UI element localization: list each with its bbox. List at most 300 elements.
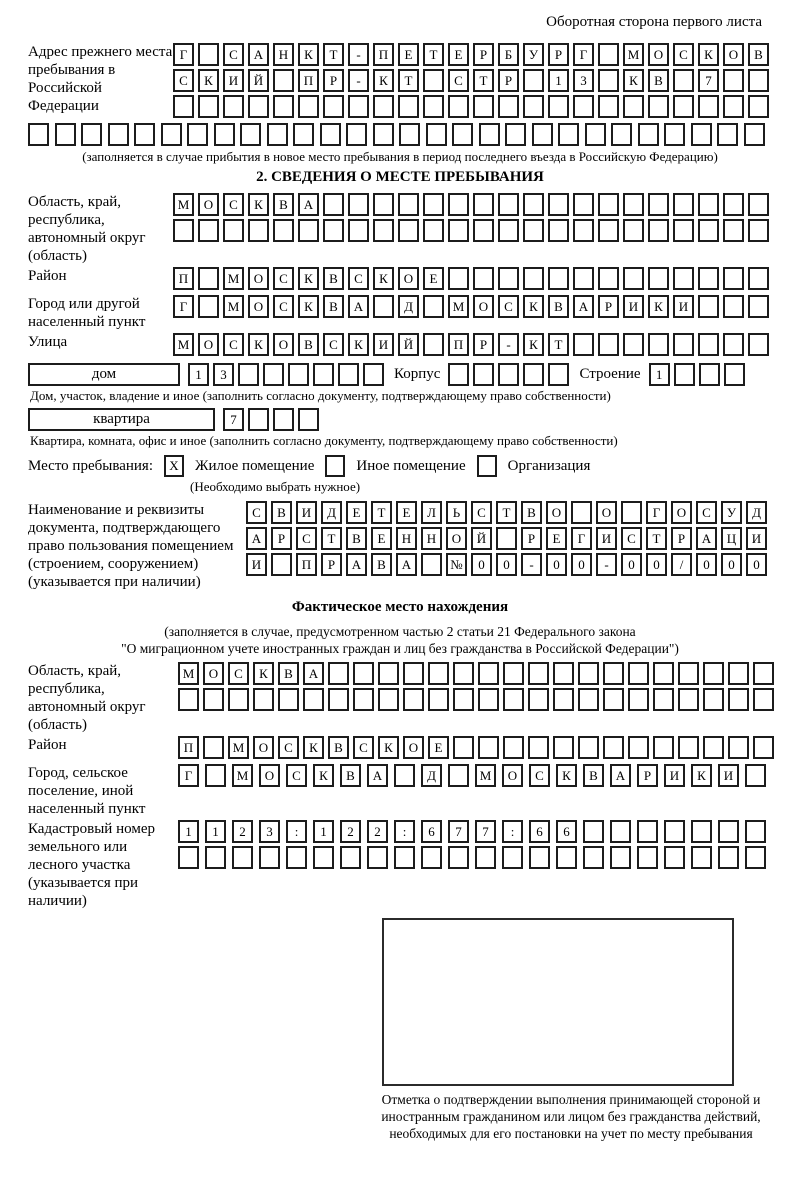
form-cell[interactable] — [248, 219, 269, 242]
form-cell[interactable] — [203, 736, 224, 759]
form-cell[interactable]: И — [373, 333, 394, 356]
form-cell[interactable] — [598, 219, 619, 242]
form-cell[interactable] — [610, 820, 631, 843]
form-cell[interactable]: С — [353, 736, 374, 759]
form-cell[interactable] — [621, 501, 642, 524]
form-cell[interactable] — [548, 363, 569, 386]
form-cell[interactable] — [423, 69, 444, 92]
form-cell[interactable]: П — [296, 553, 317, 576]
form-cell[interactable] — [598, 267, 619, 290]
form-cell[interactable] — [678, 662, 699, 685]
form-cell[interactable]: Е — [428, 736, 449, 759]
form-cell[interactable] — [478, 736, 499, 759]
form-cell[interactable]: 1 — [205, 820, 226, 843]
form-cell[interactable] — [373, 219, 394, 242]
form-cell[interactable] — [573, 219, 594, 242]
form-cell[interactable]: С — [323, 333, 344, 356]
form-cell[interactable]: 6 — [556, 820, 577, 843]
form-cell[interactable] — [571, 501, 592, 524]
form-cell[interactable]: Р — [473, 333, 494, 356]
form-cell[interactable] — [628, 662, 649, 685]
form-cell[interactable]: Е — [371, 527, 392, 550]
form-cell[interactable] — [286, 846, 307, 869]
form-cell[interactable]: О — [248, 295, 269, 318]
form-cell[interactable]: И — [596, 527, 617, 550]
form-cell[interactable]: 0 — [621, 553, 642, 576]
form-cell[interactable]: К — [623, 69, 644, 92]
form-cell[interactable] — [648, 333, 669, 356]
form-cell[interactable]: К — [253, 662, 274, 685]
form-cell[interactable] — [403, 662, 424, 685]
form-cell[interactable]: 2 — [232, 820, 253, 843]
form-cell[interactable] — [673, 95, 694, 118]
form-cell[interactable]: 0 — [496, 553, 517, 576]
form-cell[interactable]: О — [198, 333, 219, 356]
form-cell[interactable] — [478, 688, 499, 711]
form-cell[interactable]: Р — [271, 527, 292, 550]
form-cell[interactable] — [448, 764, 469, 787]
form-cell[interactable] — [698, 193, 719, 216]
form-cell[interactable] — [583, 820, 604, 843]
form-cell[interactable]: К — [298, 267, 319, 290]
form-cell[interactable] — [598, 333, 619, 356]
form-cell[interactable]: Г — [178, 764, 199, 787]
form-cell[interactable]: 0 — [571, 553, 592, 576]
form-cell[interactable] — [673, 267, 694, 290]
form-cell[interactable] — [548, 219, 569, 242]
checkbox-other-premises[interactable] — [325, 455, 345, 477]
form-cell[interactable]: 1 — [178, 820, 199, 843]
form-cell[interactable]: А — [298, 193, 319, 216]
form-cell[interactable]: М — [173, 333, 194, 356]
form-cell[interactable] — [573, 267, 594, 290]
form-cell[interactable]: Н — [273, 43, 294, 66]
form-cell[interactable] — [403, 688, 424, 711]
form-cell[interactable]: К — [691, 764, 712, 787]
form-cell[interactable] — [353, 688, 374, 711]
form-cell[interactable]: К — [248, 193, 269, 216]
form-cell[interactable]: Г — [571, 527, 592, 550]
form-cell[interactable] — [673, 193, 694, 216]
form-cell[interactable] — [293, 123, 314, 146]
form-cell[interactable]: С — [673, 43, 694, 66]
form-cell[interactable] — [198, 267, 219, 290]
form-cell[interactable]: С — [228, 662, 249, 685]
form-cell[interactable] — [498, 267, 519, 290]
form-cell[interactable]: В — [323, 295, 344, 318]
form-cell[interactable]: А — [246, 527, 267, 550]
form-cell[interactable] — [585, 123, 606, 146]
form-cell[interactable]: П — [373, 43, 394, 66]
form-cell[interactable]: С — [296, 527, 317, 550]
form-cell[interactable] — [238, 363, 259, 386]
form-cell[interactable]: Р — [548, 43, 569, 66]
form-cell[interactable] — [187, 123, 208, 146]
form-cell[interactable]: О — [546, 501, 567, 524]
form-cell[interactable]: Г — [573, 43, 594, 66]
form-cell[interactable] — [583, 846, 604, 869]
form-cell[interactable] — [573, 193, 594, 216]
form-cell[interactable]: О — [203, 662, 224, 685]
form-cell[interactable] — [648, 219, 669, 242]
form-cell[interactable] — [503, 736, 524, 759]
form-cell[interactable] — [664, 820, 685, 843]
form-cell[interactable]: № — [446, 553, 467, 576]
form-cell[interactable] — [288, 363, 309, 386]
form-cell[interactable] — [753, 736, 774, 759]
form-cell[interactable]: О — [473, 295, 494, 318]
form-cell[interactable] — [498, 219, 519, 242]
form-cell[interactable] — [703, 736, 724, 759]
form-cell[interactable] — [346, 123, 367, 146]
form-cell[interactable]: / — [671, 553, 692, 576]
form-cell[interactable] — [598, 69, 619, 92]
form-cell[interactable]: К — [298, 295, 319, 318]
form-cell[interactable]: А — [573, 295, 594, 318]
form-cell[interactable]: Б — [498, 43, 519, 66]
form-cell[interactable] — [664, 846, 685, 869]
form-cell[interactable]: 0 — [721, 553, 742, 576]
form-cell[interactable] — [548, 193, 569, 216]
form-cell[interactable]: М — [178, 662, 199, 685]
form-cell[interactable] — [528, 688, 549, 711]
form-cell[interactable]: 0 — [471, 553, 492, 576]
form-cell[interactable] — [373, 295, 394, 318]
form-cell[interactable] — [664, 123, 685, 146]
form-cell[interactable] — [723, 95, 744, 118]
form-cell[interactable]: 6 — [421, 820, 442, 843]
form-cell[interactable]: О — [671, 501, 692, 524]
form-cell[interactable]: Ь — [446, 501, 467, 524]
form-cell[interactable] — [698, 295, 719, 318]
form-cell[interactable] — [723, 295, 744, 318]
form-cell[interactable] — [648, 95, 669, 118]
form-cell[interactable] — [748, 267, 769, 290]
form-cell[interactable] — [173, 95, 194, 118]
form-cell[interactable]: О — [248, 267, 269, 290]
form-cell[interactable]: М — [223, 295, 244, 318]
form-cell[interactable] — [623, 95, 644, 118]
form-cell[interactable] — [503, 688, 524, 711]
apartment-type-box[interactable]: квартира — [28, 408, 215, 431]
form-cell[interactable] — [748, 333, 769, 356]
form-cell[interactable]: Т — [398, 69, 419, 92]
form-cell[interactable] — [323, 219, 344, 242]
form-cell[interactable] — [28, 123, 49, 146]
form-cell[interactable] — [703, 662, 724, 685]
form-cell[interactable] — [748, 295, 769, 318]
form-cell[interactable] — [205, 764, 226, 787]
form-cell[interactable] — [698, 95, 719, 118]
form-cell[interactable] — [698, 267, 719, 290]
form-cell[interactable]: 2 — [340, 820, 361, 843]
form-cell[interactable] — [611, 123, 632, 146]
form-cell[interactable] — [598, 95, 619, 118]
form-cell[interactable] — [448, 95, 469, 118]
form-cell[interactable]: : — [502, 820, 523, 843]
form-cell[interactable]: - — [498, 333, 519, 356]
form-cell[interactable] — [426, 123, 447, 146]
form-cell[interactable] — [453, 662, 474, 685]
form-cell[interactable] — [373, 193, 394, 216]
form-cell[interactable]: С — [498, 295, 519, 318]
form-cell[interactable] — [353, 662, 374, 685]
form-cell[interactable] — [428, 662, 449, 685]
form-cell[interactable]: Н — [396, 527, 417, 550]
form-cell[interactable]: У — [523, 43, 544, 66]
form-cell[interactable]: Е — [396, 501, 417, 524]
form-cell[interactable]: В — [273, 193, 294, 216]
form-cell[interactable]: 0 — [646, 553, 667, 576]
form-cell[interactable]: 3 — [259, 820, 280, 843]
form-cell[interactable]: Т — [323, 43, 344, 66]
form-cell[interactable]: С — [621, 527, 642, 550]
form-cell[interactable] — [473, 267, 494, 290]
form-cell[interactable]: 3 — [213, 363, 234, 386]
form-cell[interactable] — [428, 688, 449, 711]
form-cell[interactable]: В — [278, 662, 299, 685]
form-cell[interactable]: С — [286, 764, 307, 787]
form-cell[interactable]: 7 — [448, 820, 469, 843]
form-cell[interactable] — [448, 846, 469, 869]
form-cell[interactable] — [678, 736, 699, 759]
form-cell[interactable]: - — [348, 69, 369, 92]
form-cell[interactable]: С — [529, 764, 550, 787]
form-cell[interactable] — [298, 219, 319, 242]
form-cell[interactable]: К — [648, 295, 669, 318]
form-cell[interactable]: Р — [598, 295, 619, 318]
form-cell[interactable]: В — [371, 553, 392, 576]
form-cell[interactable]: В — [271, 501, 292, 524]
form-cell[interactable] — [448, 267, 469, 290]
form-cell[interactable]: Й — [248, 69, 269, 92]
form-cell[interactable]: А — [610, 764, 631, 787]
form-cell[interactable]: В — [323, 267, 344, 290]
form-cell[interactable]: В — [521, 501, 542, 524]
form-cell[interactable]: Е — [546, 527, 567, 550]
form-cell[interactable] — [748, 193, 769, 216]
form-cell[interactable] — [548, 95, 569, 118]
form-cell[interactable]: А — [696, 527, 717, 550]
form-cell[interactable]: Т — [371, 501, 392, 524]
form-cell[interactable] — [473, 95, 494, 118]
form-cell[interactable] — [523, 69, 544, 92]
form-cell[interactable] — [55, 123, 76, 146]
form-cell[interactable]: О — [198, 193, 219, 216]
form-cell[interactable] — [223, 95, 244, 118]
form-cell[interactable]: Р — [521, 527, 542, 550]
form-cell[interactable] — [198, 95, 219, 118]
form-cell[interactable] — [348, 219, 369, 242]
form-cell[interactable]: К — [348, 333, 369, 356]
form-cell[interactable]: - — [348, 43, 369, 66]
form-cell[interactable]: Р — [671, 527, 692, 550]
form-cell[interactable] — [598, 193, 619, 216]
form-cell[interactable]: В — [648, 69, 669, 92]
form-cell[interactable]: К — [198, 69, 219, 92]
form-cell[interactable]: О — [273, 333, 294, 356]
form-cell[interactable]: И — [223, 69, 244, 92]
form-cell[interactable]: 0 — [746, 553, 767, 576]
form-cell[interactable]: Т — [548, 333, 569, 356]
form-cell[interactable] — [723, 69, 744, 92]
form-cell[interactable] — [728, 662, 749, 685]
form-cell[interactable]: Т — [321, 527, 342, 550]
form-cell[interactable] — [423, 219, 444, 242]
form-cell[interactable]: И — [623, 295, 644, 318]
form-cell[interactable] — [323, 193, 344, 216]
form-cell[interactable] — [673, 333, 694, 356]
form-cell[interactable] — [273, 69, 294, 92]
form-cell[interactable]: Р — [323, 69, 344, 92]
form-cell[interactable] — [528, 662, 549, 685]
form-cell[interactable] — [718, 846, 739, 869]
form-cell[interactable] — [398, 95, 419, 118]
form-cell[interactable]: К — [313, 764, 334, 787]
form-cell[interactable]: Р — [321, 553, 342, 576]
form-cell[interactable]: К — [248, 333, 269, 356]
form-cell[interactable] — [328, 688, 349, 711]
form-cell[interactable]: И — [246, 553, 267, 576]
form-cell[interactable] — [263, 363, 284, 386]
form-cell[interactable]: Т — [473, 69, 494, 92]
form-cell[interactable] — [637, 820, 658, 843]
form-cell[interactable]: 7 — [698, 69, 719, 92]
form-cell[interactable] — [373, 123, 394, 146]
form-cell[interactable]: С — [173, 69, 194, 92]
form-cell[interactable] — [674, 363, 695, 386]
form-cell[interactable] — [503, 662, 524, 685]
form-cell[interactable] — [81, 123, 102, 146]
form-cell[interactable]: В — [583, 764, 604, 787]
form-cell[interactable]: Г — [173, 43, 194, 66]
form-cell[interactable]: М — [232, 764, 253, 787]
form-cell[interactable]: А — [303, 662, 324, 685]
form-cell[interactable]: И — [664, 764, 685, 787]
form-cell[interactable]: - — [521, 553, 542, 576]
form-cell[interactable]: О — [259, 764, 280, 787]
form-cell[interactable] — [728, 736, 749, 759]
form-cell[interactable] — [173, 219, 194, 242]
form-cell[interactable]: С — [278, 736, 299, 759]
form-cell[interactable]: О — [446, 527, 467, 550]
form-cell[interactable]: 3 — [573, 69, 594, 92]
form-cell[interactable] — [198, 295, 219, 318]
form-cell[interactable] — [598, 43, 619, 66]
form-cell[interactable] — [717, 123, 738, 146]
form-cell[interactable]: Д — [398, 295, 419, 318]
form-cell[interactable] — [573, 333, 594, 356]
form-cell[interactable] — [744, 123, 765, 146]
form-cell[interactable]: Е — [346, 501, 367, 524]
form-cell[interactable]: У — [721, 501, 742, 524]
form-cell[interactable] — [691, 123, 712, 146]
form-cell[interactable]: В — [548, 295, 569, 318]
form-cell[interactable] — [278, 688, 299, 711]
form-cell[interactable]: Р — [473, 43, 494, 66]
form-cell[interactable]: Д — [746, 501, 767, 524]
form-cell[interactable] — [523, 219, 544, 242]
form-cell[interactable] — [532, 123, 553, 146]
form-cell[interactable] — [548, 267, 569, 290]
form-cell[interactable]: К — [303, 736, 324, 759]
form-cell[interactable] — [198, 219, 219, 242]
form-cell[interactable] — [603, 662, 624, 685]
form-cell[interactable] — [578, 736, 599, 759]
form-cell[interactable] — [723, 219, 744, 242]
form-cell[interactable]: К — [298, 43, 319, 66]
form-cell[interactable] — [423, 333, 444, 356]
form-cell[interactable]: К — [378, 736, 399, 759]
form-cell[interactable]: 1 — [548, 69, 569, 92]
form-cell[interactable] — [623, 193, 644, 216]
form-cell[interactable]: Е — [398, 43, 419, 66]
form-cell[interactable] — [452, 123, 473, 146]
form-cell[interactable]: П — [448, 333, 469, 356]
form-cell[interactable] — [298, 95, 319, 118]
form-cell[interactable] — [473, 193, 494, 216]
form-cell[interactable] — [699, 363, 720, 386]
form-cell[interactable] — [373, 95, 394, 118]
form-cell[interactable] — [423, 193, 444, 216]
form-cell[interactable]: В — [346, 527, 367, 550]
form-cell[interactable]: : — [394, 820, 415, 843]
form-cell[interactable] — [178, 688, 199, 711]
form-cell[interactable] — [340, 846, 361, 869]
form-cell[interactable]: Л — [421, 501, 442, 524]
form-cell[interactable]: Й — [471, 527, 492, 550]
form-cell[interactable] — [678, 688, 699, 711]
form-cell[interactable]: Н — [421, 527, 442, 550]
form-cell[interactable] — [448, 363, 469, 386]
form-cell[interactable] — [253, 688, 274, 711]
form-cell[interactable] — [723, 193, 744, 216]
form-cell[interactable]: С — [471, 501, 492, 524]
form-cell[interactable] — [228, 688, 249, 711]
form-cell[interactable] — [623, 333, 644, 356]
form-cell[interactable] — [502, 846, 523, 869]
checkbox-organization[interactable] — [477, 455, 497, 477]
form-cell[interactable] — [378, 688, 399, 711]
form-cell[interactable]: С — [696, 501, 717, 524]
form-cell[interactable] — [338, 363, 359, 386]
form-cell[interactable]: К — [556, 764, 577, 787]
form-cell[interactable] — [378, 662, 399, 685]
form-cell[interactable] — [723, 333, 744, 356]
form-cell[interactable] — [653, 688, 674, 711]
form-cell[interactable]: 0 — [696, 553, 717, 576]
form-cell[interactable] — [603, 688, 624, 711]
form-cell[interactable] — [348, 95, 369, 118]
form-cell[interactable] — [421, 553, 442, 576]
form-cell[interactable] — [398, 219, 419, 242]
form-cell[interactable]: 2 — [367, 820, 388, 843]
form-cell[interactable]: Е — [423, 267, 444, 290]
form-cell[interactable] — [448, 219, 469, 242]
form-cell[interactable]: Р — [637, 764, 658, 787]
form-cell[interactable] — [748, 219, 769, 242]
form-cell[interactable]: 1 — [188, 363, 209, 386]
form-cell[interactable] — [205, 846, 226, 869]
form-cell[interactable]: А — [248, 43, 269, 66]
form-cell[interactable]: К — [373, 69, 394, 92]
form-cell[interactable]: С — [448, 69, 469, 92]
form-cell[interactable]: К — [523, 333, 544, 356]
form-cell[interactable]: С — [246, 501, 267, 524]
form-cell[interactable] — [505, 123, 526, 146]
form-cell[interactable] — [691, 846, 712, 869]
form-cell[interactable]: Р — [498, 69, 519, 92]
